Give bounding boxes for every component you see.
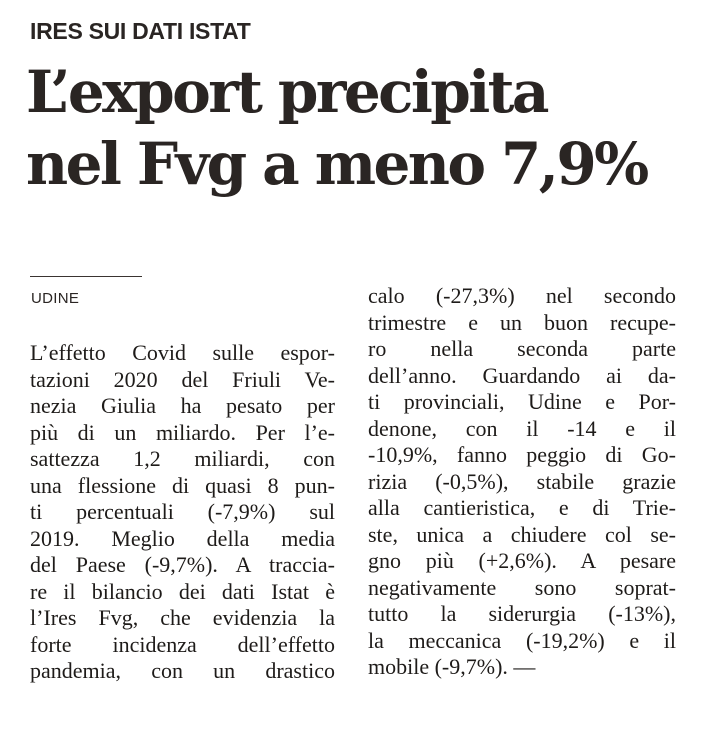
body-line: ti percentuali (-7,9%) sul [30, 499, 335, 524]
body-line: calo (-27,3%) nel secondo [368, 283, 676, 308]
body-line: mobile (-9,7%). — [368, 654, 536, 679]
headline-line: nel Fvg a meno 7,9% [26, 130, 647, 198]
headline [26, 56, 647, 200]
body-line: la meccanica (-19,2%) e il [368, 627, 676, 653]
kicker: IRES SUI DATI ISTAT [30, 18, 251, 44]
body-line: sattezza 1,2 miliardi, con [30, 446, 335, 471]
body-line: ti provinciali, Udine e Por- [368, 389, 676, 414]
body-line: una flessione di quasi 8 pun- [30, 472, 335, 498]
body-line: più di un miliardo. Per l’e- [30, 419, 335, 445]
article-column-left [30, 340, 335, 685]
body-line: rizia (-0,5%), stabile grazie [368, 468, 676, 494]
article-column-right [368, 283, 676, 681]
dateline: UDINE [31, 290, 80, 307]
body-line: gno più (+2,6%). A pesare [368, 548, 676, 573]
body-line: ste, unica a chiudere col se- [368, 521, 676, 547]
body-line: denone, con il -14 e il [368, 415, 676, 441]
body-line: re il bilancio dei dati Istat è [30, 578, 335, 604]
body-line: dell’anno. Guardando ai da- [368, 362, 676, 388]
body-line: -10,9%, fanno peggio di Go- [368, 442, 676, 467]
body-line: trimestre e un buon recupe- [368, 309, 676, 335]
body-line: alla cantieristica, e di Trie- [368, 495, 676, 520]
body-line: negativamente sono soprat- [368, 574, 676, 600]
dateline-rule [30, 276, 142, 277]
body-line: forte incidenza dell’effetto [30, 631, 335, 657]
body-line: 2019. Meglio della media [30, 525, 335, 551]
body-line: L’effetto Covid sulle espor- [30, 340, 335, 365]
body-line: ro nella seconda parte [368, 336, 676, 361]
body-line: l’Ires Fvg, che evidenzia la [30, 605, 335, 630]
body-line: pandemia, con un drastico [30, 658, 335, 683]
headline-line: L’export precipita [26, 58, 547, 126]
body-line: nezia Giulia ha pesato per [30, 393, 335, 418]
body-line: tazioni 2020 del Friuli Ve- [30, 366, 335, 392]
body-line: del Paese (-9,7%). A traccia- [30, 552, 335, 577]
body-line: tutto la siderurgia (-13%), [368, 601, 676, 626]
